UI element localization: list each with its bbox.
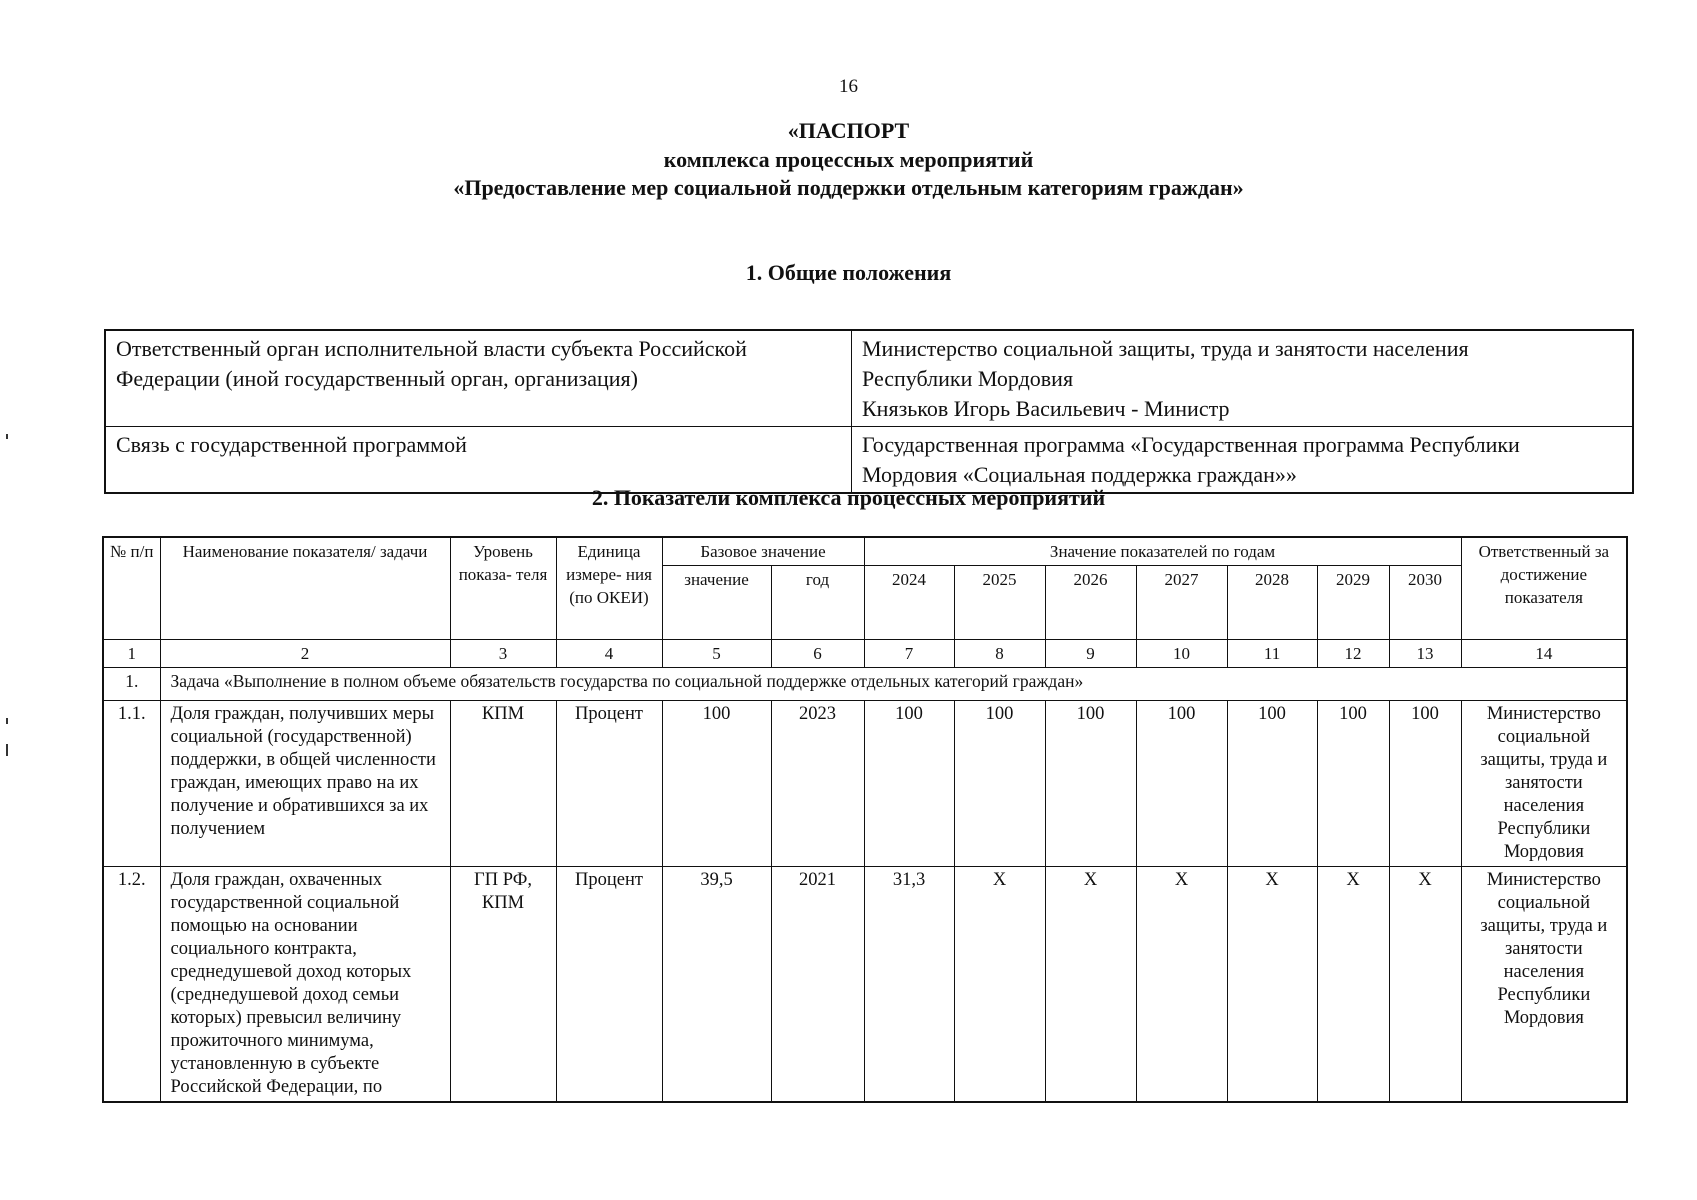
base-value: 100 xyxy=(662,701,771,867)
base-year: 2023 xyxy=(771,701,864,867)
scan-mark xyxy=(6,718,8,724)
header-years-group: Значение показателей по годам xyxy=(864,537,1461,566)
indicator-name: Доля граждан, охваченных государственной социальной помощью на основании социального контракта, среднедушевой доход которых (среднедушевой доход семьи которых) превысил величину прожиточного минимума, установленную в субъекте Российской Федерации, по xyxy=(160,867,450,1103)
col-number: 14 xyxy=(1461,640,1627,668)
table-row xyxy=(105,330,1633,427)
table-row xyxy=(105,427,1633,494)
year-value: 100 xyxy=(1389,701,1461,867)
year-value: 100 xyxy=(1317,701,1389,867)
year-value: X xyxy=(1136,867,1227,1103)
header-year: 2025 xyxy=(954,566,1045,640)
indicator-unit: Процент xyxy=(556,701,662,867)
col-number: 1 xyxy=(103,640,160,668)
year-value: 100 xyxy=(954,701,1045,867)
col-number: 10 xyxy=(1136,640,1227,668)
header-name: Наименование показателя/ задачи xyxy=(160,537,450,640)
year-value: 100 xyxy=(864,701,954,867)
header-responsible: Ответственный за достижение показателя xyxy=(1461,537,1627,640)
general-provisions-table xyxy=(104,329,1634,494)
year-value: X xyxy=(1389,867,1461,1103)
col-number: 6 xyxy=(771,640,864,668)
indicators-table xyxy=(102,536,1628,1103)
col-number: 7 xyxy=(864,640,954,668)
responsible-party: Министерство социальной защиты, труда и занятости населения Республики Мордовия xyxy=(1461,867,1627,1103)
value-line: Государственная программа «Государственная программа Республики xyxy=(862,432,1520,457)
col-number: 4 xyxy=(556,640,662,668)
header-base-year: год xyxy=(771,566,864,640)
year-value: 100 xyxy=(1045,701,1136,867)
year-value: 100 xyxy=(1136,701,1227,867)
header-year: 2026 xyxy=(1045,566,1136,640)
table-row xyxy=(103,701,1627,867)
header-year: 2027 xyxy=(1136,566,1227,640)
section1-heading: 1. Общие положения xyxy=(745,260,952,285)
indicator-level: КПМ xyxy=(450,701,556,867)
page-number: 16 xyxy=(839,76,858,97)
indicator-name: Доля граждан, получивших меры социальной (государственной) поддержки, в общей численности граждан, имеющих право на их получение и обратившихся за их получением xyxy=(160,701,450,867)
year-value: X xyxy=(1045,867,1136,1103)
column-number-row xyxy=(103,640,1627,668)
row-num: 1.1. xyxy=(103,701,160,867)
header-year: 2028 xyxy=(1227,566,1317,640)
responsible-party: Министерство социальной защиты, труда и занятости населения Республики Мордовия xyxy=(1461,701,1627,867)
header-year: 2024 xyxy=(864,566,954,640)
year-value: X xyxy=(1227,867,1317,1103)
col-number: 12 xyxy=(1317,640,1389,668)
responsible-body-label: Ответственный орган исполнительной власти субъекта Российской Федерации (иной государственный орган, организация) xyxy=(105,330,852,427)
task-num: 1. xyxy=(103,668,160,701)
document-subtitle: комплекса процессных мероприятий xyxy=(663,147,1034,172)
header-base: Базовое значение xyxy=(662,537,864,566)
col-number: 5 xyxy=(662,640,771,668)
header-base-value: значение xyxy=(662,566,771,640)
document-program-name: «Предоставление мер социальной поддержки отдельным категориям граждан» xyxy=(453,175,1244,200)
task-text: Задача «Выполнение в полном объеме обязательств государства по социальной поддержке отдельных категорий граждан» xyxy=(160,668,1627,701)
year-value: X xyxy=(1317,867,1389,1103)
program-link-value xyxy=(852,427,1634,494)
year-value: X xyxy=(954,867,1045,1103)
table-row xyxy=(103,867,1627,1103)
section2-heading: 2. Показатели комплекса процессных мероприятий xyxy=(591,485,1106,510)
value-line: Мордовия «Социальная поддержка граждан»» xyxy=(862,462,1297,487)
col-number: 3 xyxy=(450,640,556,668)
col-number: 8 xyxy=(954,640,1045,668)
header-row xyxy=(103,537,1627,566)
col-number: 9 xyxy=(1045,640,1136,668)
base-year: 2021 xyxy=(771,867,864,1103)
base-value: 39,5 xyxy=(662,867,771,1103)
header-year: 2029 xyxy=(1317,566,1389,640)
year-value: 31,3 xyxy=(864,867,954,1103)
document-title: «ПАСПОРТ xyxy=(787,118,910,143)
year-value: 100 xyxy=(1227,701,1317,867)
indicator-level: ГП РФ, КПМ xyxy=(450,867,556,1103)
row-num: 1.2. xyxy=(103,867,160,1103)
value-line: Князьков Игорь Васильевич - Министр xyxy=(862,396,1230,421)
col-number: 11 xyxy=(1227,640,1317,668)
header-level: Уровень показа- теля xyxy=(450,537,556,640)
header-year: 2030 xyxy=(1389,566,1461,640)
program-link-label: Связь с государственной программой xyxy=(105,427,852,494)
value-line: Республики Мордовия xyxy=(862,366,1074,391)
scan-mark xyxy=(6,434,8,439)
indicator-unit: Процент xyxy=(556,867,662,1103)
col-number: 13 xyxy=(1389,640,1461,668)
task-row xyxy=(103,668,1627,701)
scan-mark xyxy=(6,744,8,756)
value-line: Министерство социальной защиты, труда и занятости населения xyxy=(862,336,1469,361)
header-unit: Единица измере- ния (по ОКЕИ) xyxy=(556,537,662,640)
responsible-body-value xyxy=(852,330,1634,427)
header-num: № п/п xyxy=(103,537,160,640)
col-number: 2 xyxy=(160,640,450,668)
